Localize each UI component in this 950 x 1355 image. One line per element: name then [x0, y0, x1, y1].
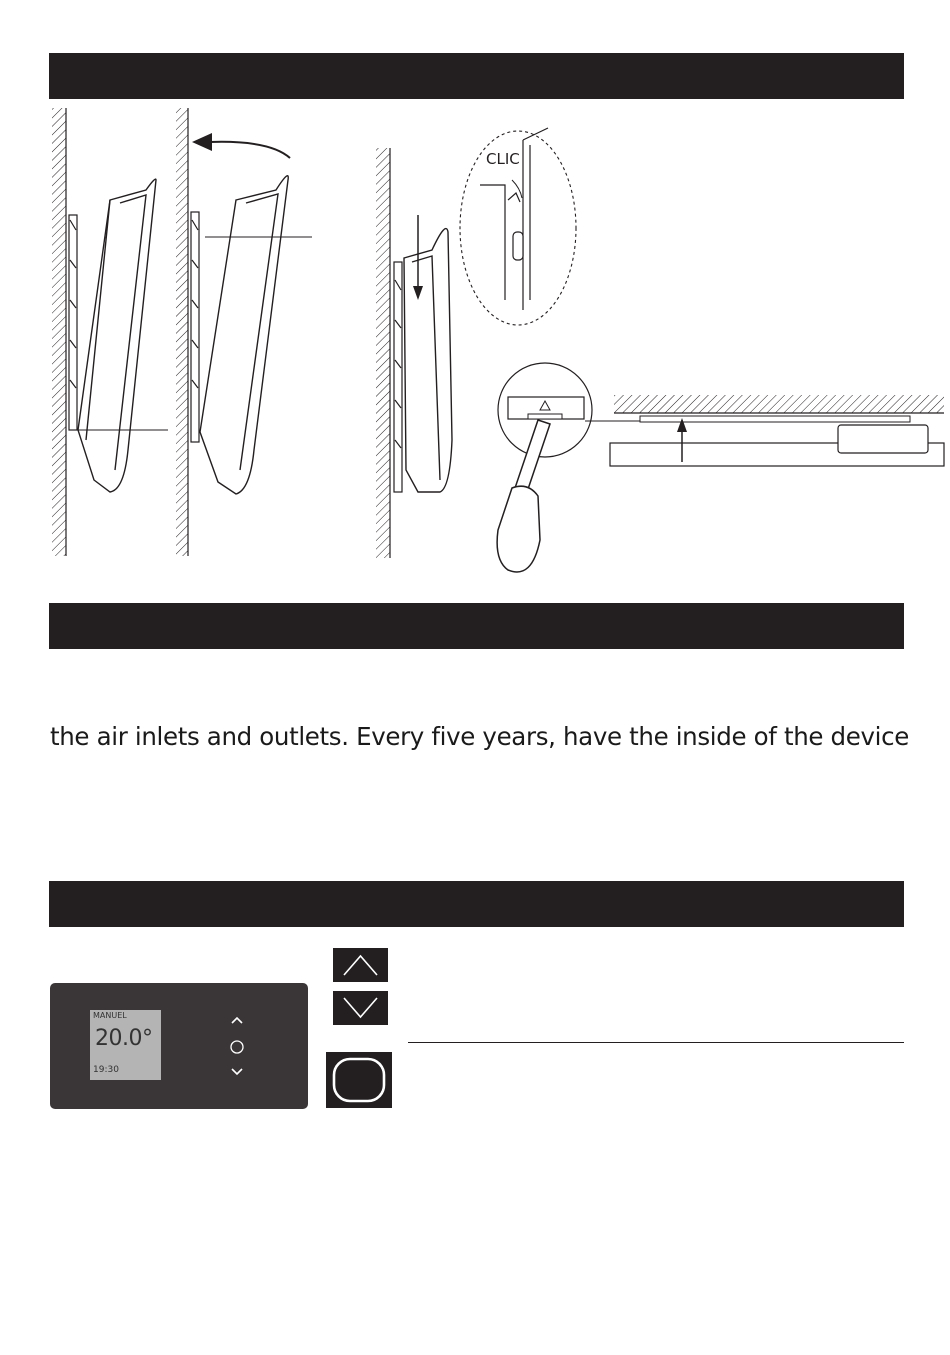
- wall-bracket-1: [69, 215, 77, 430]
- wall-bracket-2: [191, 212, 199, 442]
- ok-key-icon: [326, 1052, 392, 1108]
- wall-bracket-3: [394, 262, 402, 492]
- mounting-plate-view: [610, 395, 944, 466]
- display-time: 19:30: [93, 1065, 119, 1075]
- control-panel: [50, 983, 308, 1109]
- section-header-band-maintenance: [49, 603, 904, 649]
- display-screen: [90, 1010, 161, 1080]
- panel-chevron-up-icon: [232, 1018, 242, 1023]
- up-key-icon: [333, 948, 388, 982]
- heater-2: [200, 176, 288, 494]
- clic-label: CLIC: [486, 150, 520, 168]
- release-detail-circle: [498, 363, 592, 457]
- rotate-arrow-icon: [192, 133, 290, 158]
- installation-illustration: [0, 99, 950, 599]
- heater-1: [78, 179, 156, 492]
- section-header-band-controls: [49, 881, 904, 927]
- wall-left-2: [176, 108, 188, 556]
- section-header-band-installation: [49, 53, 904, 99]
- heater-3: [404, 229, 452, 492]
- divider-line: [408, 1042, 904, 1043]
- down-key-icon: [333, 991, 388, 1025]
- wall-left-3: [376, 148, 390, 558]
- panel-chevron-down-icon: [232, 1069, 242, 1074]
- panel-ok-circle-icon: [231, 1041, 243, 1053]
- maintenance-text-line: the air inlets and outlets. Every five years, have the inside of the device: [50, 722, 909, 751]
- display-mode: MANUEL: [93, 1011, 127, 1020]
- display-temperature: 20.0°: [95, 1026, 153, 1051]
- wall-left-1: [52, 108, 66, 556]
- panel-buttons: [225, 1013, 249, 1083]
